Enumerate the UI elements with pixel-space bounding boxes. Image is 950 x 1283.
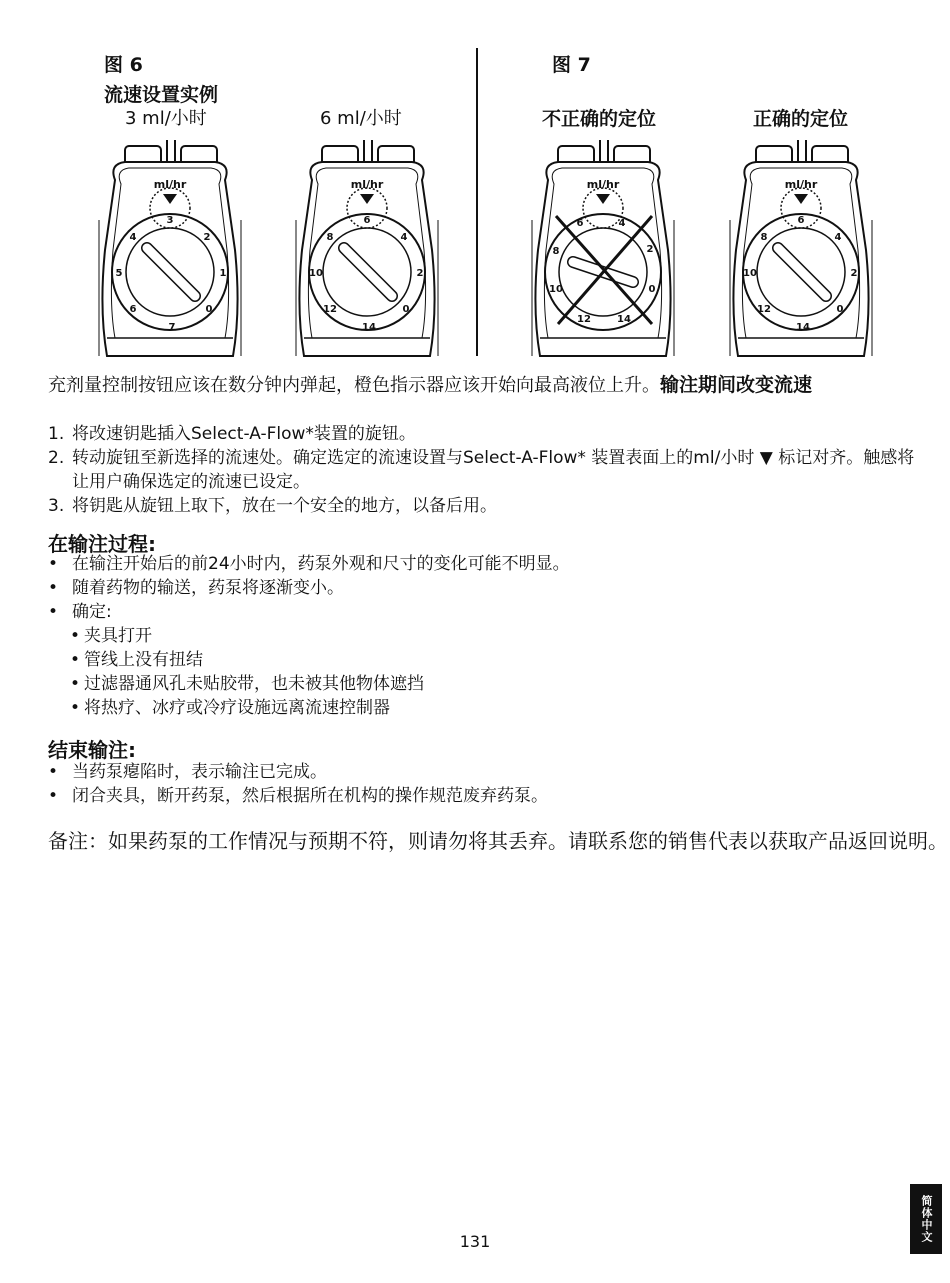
dial-number: 8 [552, 246, 560, 257]
pump-dial-svg [292, 140, 442, 358]
pump-dial-svg [726, 140, 876, 358]
pump-dial-svg [95, 140, 245, 358]
end-list [48, 760, 918, 808]
dial-window-value: 6 [797, 215, 805, 226]
list-subitem: • 将热疗、冰疗或冷疗设施远离流速控制器 [70, 698, 390, 718]
dial-number: 0 [648, 284, 656, 295]
section-heading-change-rate: 输注期间改变流速 [660, 374, 813, 396]
dial-window-value: 6 [363, 215, 371, 226]
dial-number: 12 [757, 304, 771, 315]
dial-number: 4 [834, 232, 842, 243]
dial-number: 1 [219, 268, 227, 279]
dial-number: 2 [203, 232, 211, 243]
device-illustration-incorrect [528, 140, 678, 358]
during-list [48, 552, 918, 720]
intro-text: 充剂量控制按钮应该在数分钟内弹起，橙色指示器应该开始向最高液位上升。 [48, 375, 660, 396]
note-paragraph [48, 828, 950, 854]
intro-paragraph [48, 374, 932, 397]
dial-number: 4 [400, 232, 408, 243]
heading-during-infusion: 在输注过程: [48, 532, 156, 556]
dial-number: 8 [760, 232, 768, 243]
heading-end-infusion: 结束输注: [48, 738, 136, 762]
list-subitem: • 管线上没有扭结 [70, 650, 203, 670]
dial-number: 14 [796, 322, 810, 333]
dial-number: 10 [743, 268, 757, 279]
list-item: 1. 将改速钥匙插入Select-A-Flow*装置的旋钮。 [48, 424, 416, 444]
list-item: • 确定: [48, 602, 112, 622]
list-item: 2. 转动旋钮至新选择的流速处。确定选定的流速设置与Select-A-Flow* 装置表面上的ml/小时 ▼ 标记对齐。触感将让用户确保选定的流速已设定。 [48, 448, 915, 492]
list-subitem: • 过滤器通风孔未贴胶带，也未被其他物体遮挡 [70, 674, 424, 694]
dial-number: 12 [323, 304, 337, 315]
dial-number: 5 [115, 268, 123, 279]
dial-unit-label: ml/hr [153, 178, 187, 191]
dial-unit-label: ml/hr [784, 178, 818, 191]
language-tab: 简体中文 [910, 1184, 942, 1254]
page-number: 131 [459, 1232, 491, 1251]
list-item: • 闭合夹具，断开药泵，然后根据所在机构的操作规范废弃药泵。 [48, 786, 548, 806]
dial-window-value: 3 [166, 215, 174, 226]
dial-window-value: 4 [618, 218, 626, 229]
device-illustration-correct [726, 140, 876, 358]
dial-number: 14 [617, 314, 631, 325]
dial-number: 7 [168, 322, 176, 333]
steps-list [48, 422, 918, 518]
figure-6-title: 流速设置实例 [104, 84, 219, 106]
dial-number: 0 [205, 304, 213, 315]
dial-number: 2 [850, 268, 858, 279]
dial-number: 12 [577, 314, 591, 325]
list-subitem: • 夹具打开 [70, 626, 152, 646]
dial-number: 10 [309, 268, 323, 279]
dial-number: 6 [129, 304, 137, 315]
dial-number: 14 [362, 322, 376, 333]
dial-number: 6 [576, 218, 584, 229]
dial-unit-label: ml/hr [350, 178, 384, 191]
dial-number: 2 [416, 268, 424, 279]
dial-number: 2 [646, 244, 654, 255]
caption-3ml: 3 ml/小时 [125, 108, 207, 129]
list-item: • 随着药物的输送，药泵将逐渐变小。 [48, 578, 344, 598]
figure-divider [476, 48, 478, 356]
caption-incorrect: 不正确的定位 [542, 108, 657, 130]
dial-number: 10 [549, 284, 563, 295]
note-text: 备注：如果药泵的工作情况与预期不符，则请勿将其丢弃。请联系您的销售代表以获取产品返回说明。 [48, 829, 948, 853]
device-illustration-6ml [292, 140, 442, 358]
caption-6ml: 6 ml/小时 [320, 108, 402, 129]
caption-correct: 正确的定位 [753, 108, 849, 130]
pump-dial-svg [528, 140, 678, 358]
list-item: 3. 将钥匙从旋钮上取下，放在一个安全的地方，以备后用。 [48, 496, 497, 516]
list-item: • 当药泵瘪陷时，表示输注已完成。 [48, 762, 327, 782]
figure-7-label: 图 7 [552, 54, 591, 76]
dial-number: 4 [129, 232, 137, 243]
dial-unit-label: ml/hr [586, 178, 620, 191]
dial-number: 8 [326, 232, 334, 243]
dial-number: 0 [836, 304, 844, 315]
dial-number: 0 [402, 304, 410, 315]
device-illustration-3ml [95, 140, 245, 358]
list-item: • 在输注开始后的前24小时内，药泵外观和尺寸的变化可能不明显。 [48, 554, 570, 574]
figure-6-label: 图 6 [104, 54, 143, 76]
